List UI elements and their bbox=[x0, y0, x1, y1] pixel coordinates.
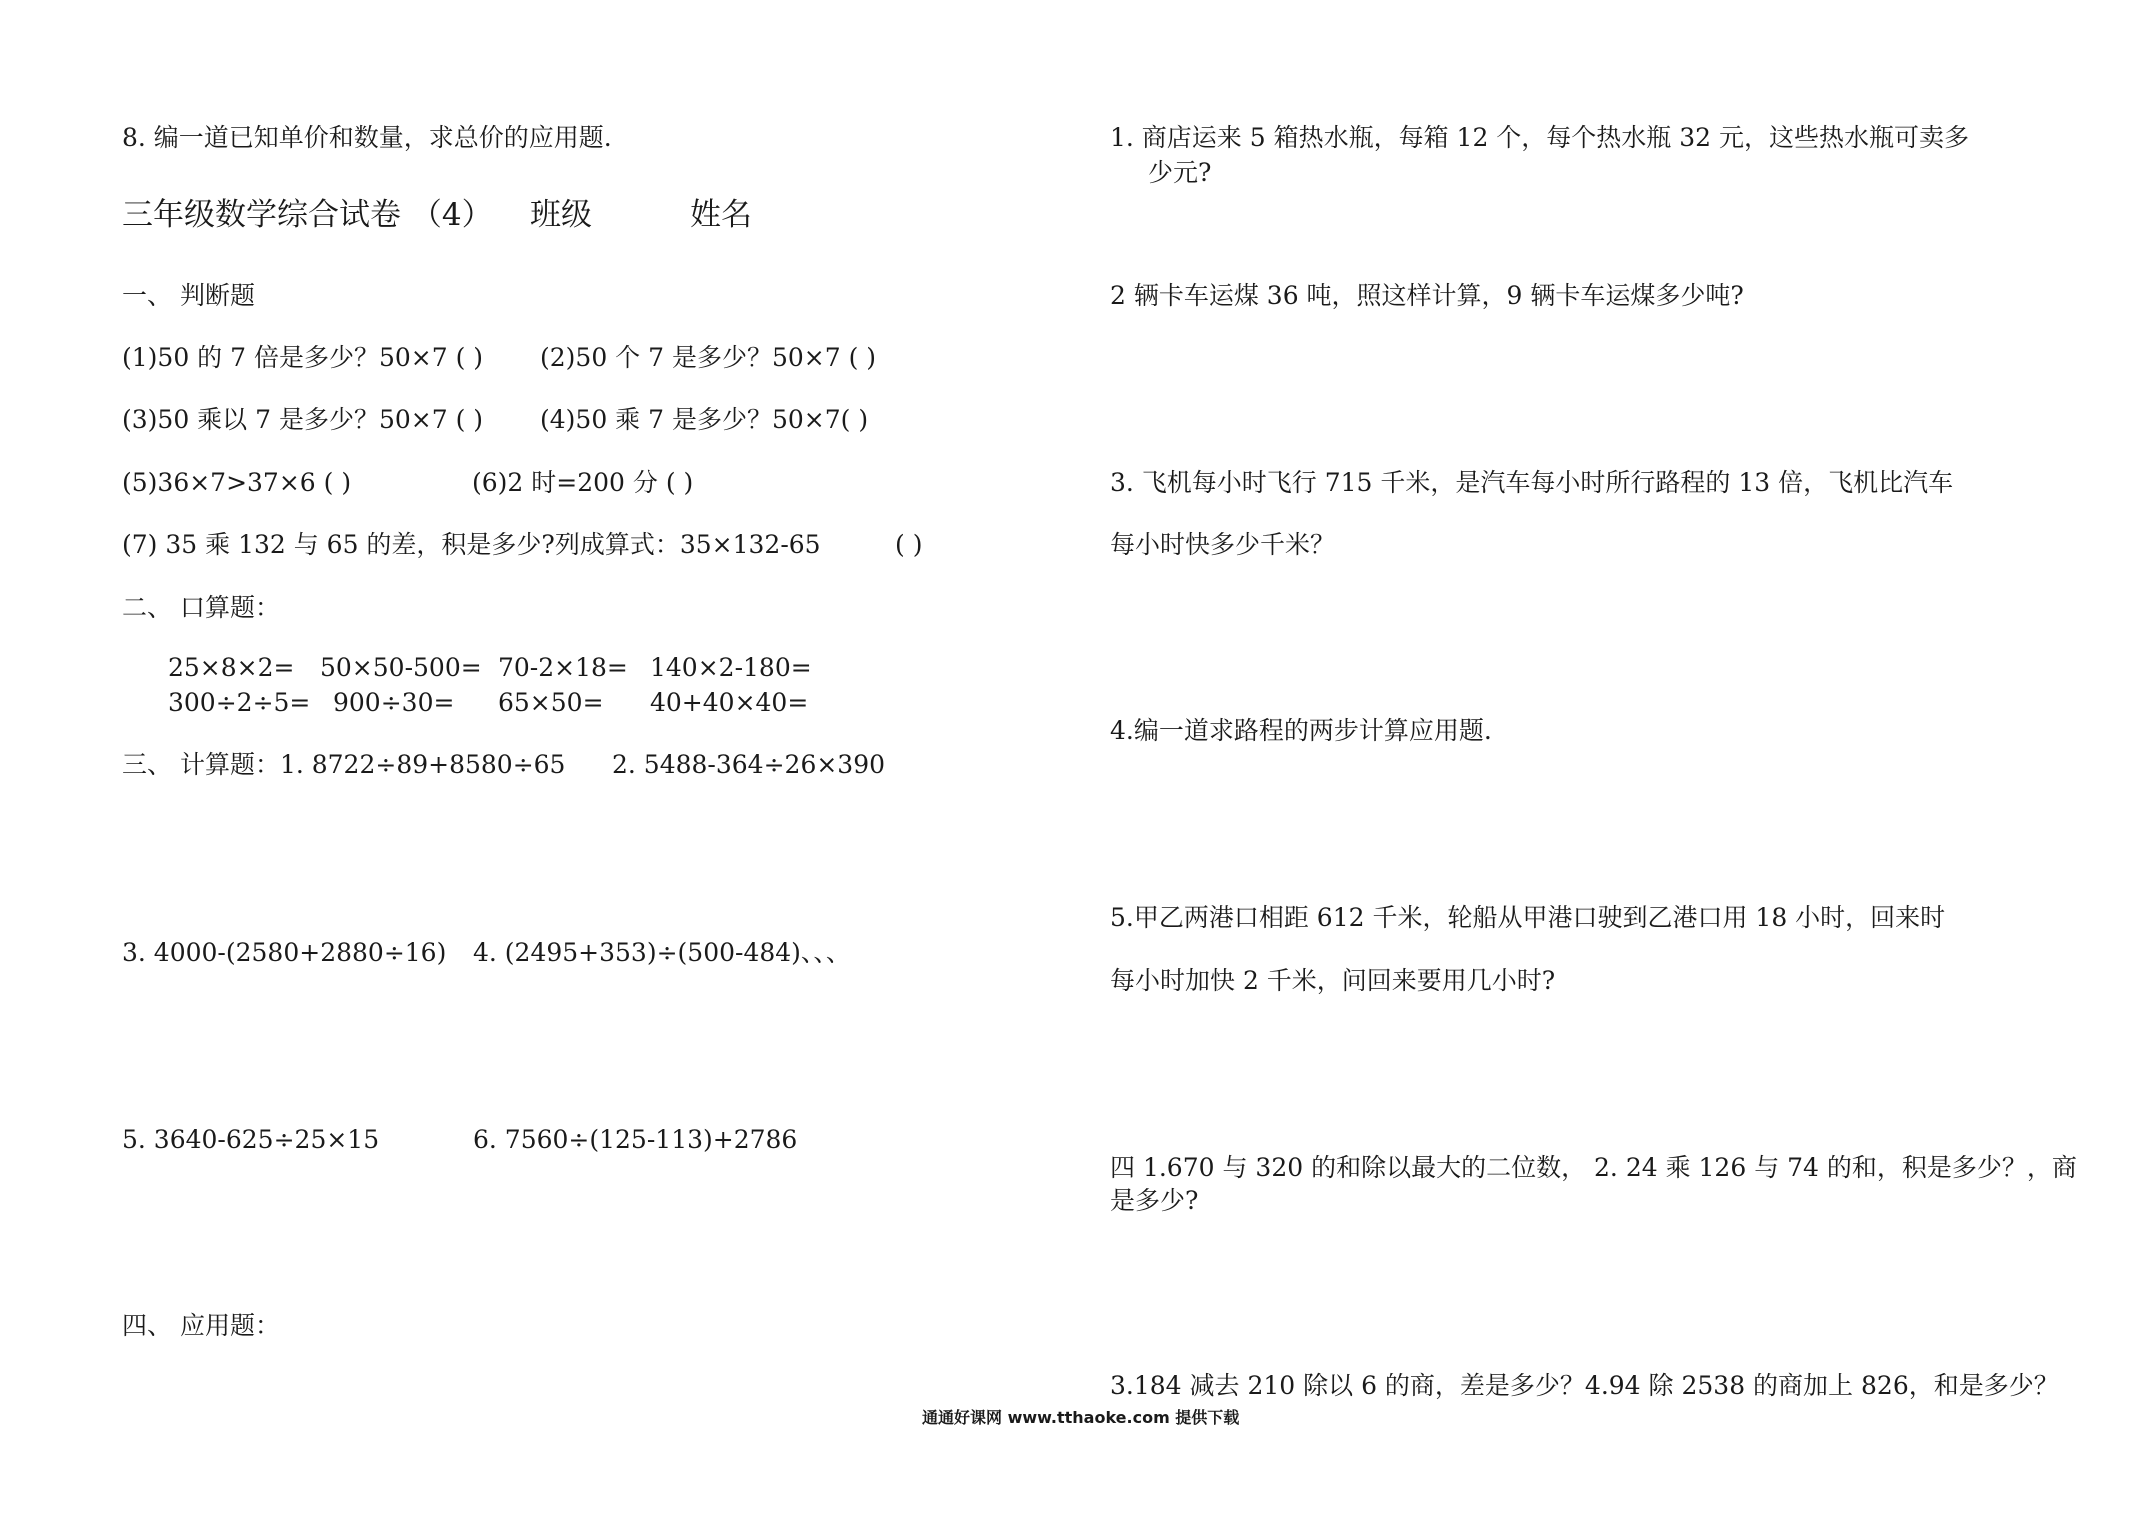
oral-item: 300÷2÷5= bbox=[168, 688, 311, 717]
section-application-heading: 四、 应用题： bbox=[122, 1311, 280, 1340]
problem-3-line2: 每小时快多少千米？ bbox=[1110, 530, 1336, 559]
problem-6-line1: 四 1.670 与 320 的和除以最大的二位数， 2. 24 乘 126 与 74 的和，积是多少？，商 bbox=[1110, 1153, 2077, 1182]
calc-item-6: 6. 7560÷(125-113)+2786 bbox=[473, 1125, 798, 1154]
judge-item-7: (7) 35 乘 132 与 65 的差，积是多少?列成算式：35×132-65 bbox=[122, 530, 821, 559]
oral-item: 65×50= bbox=[498, 688, 604, 717]
oral-item: 70-2×18= bbox=[498, 653, 628, 682]
judge-item-7-answer: ( ) bbox=[895, 530, 923, 559]
section-judge-heading: 一、 判断题 bbox=[122, 281, 255, 310]
calc-item-4: 4. (2495+353)÷(500-484)、、、 bbox=[473, 938, 851, 967]
problem-7: 3.184 减去 210 除以 6 的商，差是多少？4.94 除 2538 的商加上 826，和是多少？ bbox=[1110, 1371, 2059, 1400]
judge-item-4: (4)50 乘 7 是多少？50×7( ) bbox=[540, 405, 869, 434]
section-oral-heading: 二、 口算题： bbox=[122, 593, 280, 622]
section-calc-heading: 三、 计算题：1. 8722÷89+8580÷65 bbox=[122, 750, 566, 779]
name-label: 姓名 bbox=[690, 197, 752, 233]
judge-item-5: (5)36×7>37×6 ( ) bbox=[122, 468, 352, 497]
judge-item-3: (3)50 乘以 7 是多少？50×7 ( ) bbox=[122, 405, 484, 434]
problem-1-line1: 1. 商店运来 5 箱热水瓶，每箱 12 个，每个热水瓶 32 元，这些热水瓶可卖多 bbox=[1110, 123, 1970, 152]
judge-item-2: (2)50 个 7 是多少？50×7 ( ) bbox=[540, 343, 877, 372]
problem-1-line2: 少元? bbox=[1148, 158, 1212, 187]
oral-item: 25×8×2= bbox=[168, 653, 295, 682]
problem-6-line2: 是多少? bbox=[1110, 1186, 1199, 1215]
calc-item-5: 5. 3640-625÷25×15 bbox=[122, 1125, 380, 1154]
problem-3-line1: 3. 飞机每小时飞行 715 千米，是汽车每小时所行路程的 13 倍，飞机比汽车 bbox=[1110, 468, 1954, 497]
oral-item: 40+40×40= bbox=[650, 688, 809, 717]
problem-5-line1: 5.甲乙两港口相距 612 千米，轮船从甲港口驶到乙港口用 18 小时，回来时 bbox=[1110, 903, 1946, 932]
page-title: 三年级数学综合试卷 （4） bbox=[122, 197, 493, 233]
oral-item: 900÷30= bbox=[333, 688, 455, 717]
question-8: 8. 编一道已知单价和数量，求总价的应用题. bbox=[122, 123, 612, 152]
oral-item: 140×2-180= bbox=[650, 653, 812, 682]
judge-item-6: (6)2 时=200 分 ( ) bbox=[472, 468, 694, 497]
oral-item: 50×50-500= bbox=[320, 653, 482, 682]
problem-5-line2: 每小时加快 2 千米，问回来要用几小时? bbox=[1110, 966, 1556, 995]
problem-4: 4.编一道求路程的两步计算应用题. bbox=[1110, 716, 1492, 745]
judge-item-1: (1)50 的 7 倍是多少？50×7 ( ) bbox=[122, 343, 484, 372]
class-label: 班级 bbox=[530, 197, 592, 233]
calc-item-3: 3. 4000-(2580+2880÷16) bbox=[122, 938, 447, 967]
footer-source: 通通好课网 www.tthaoke.com 提供下载 bbox=[922, 1408, 1240, 1427]
problem-2: 2 辆卡车运煤 36 吨，照这样计算，9 辆卡车运煤多少吨? bbox=[1110, 281, 1744, 310]
calc-item-2: 2. 5488-364÷26×390 bbox=[612, 750, 886, 779]
